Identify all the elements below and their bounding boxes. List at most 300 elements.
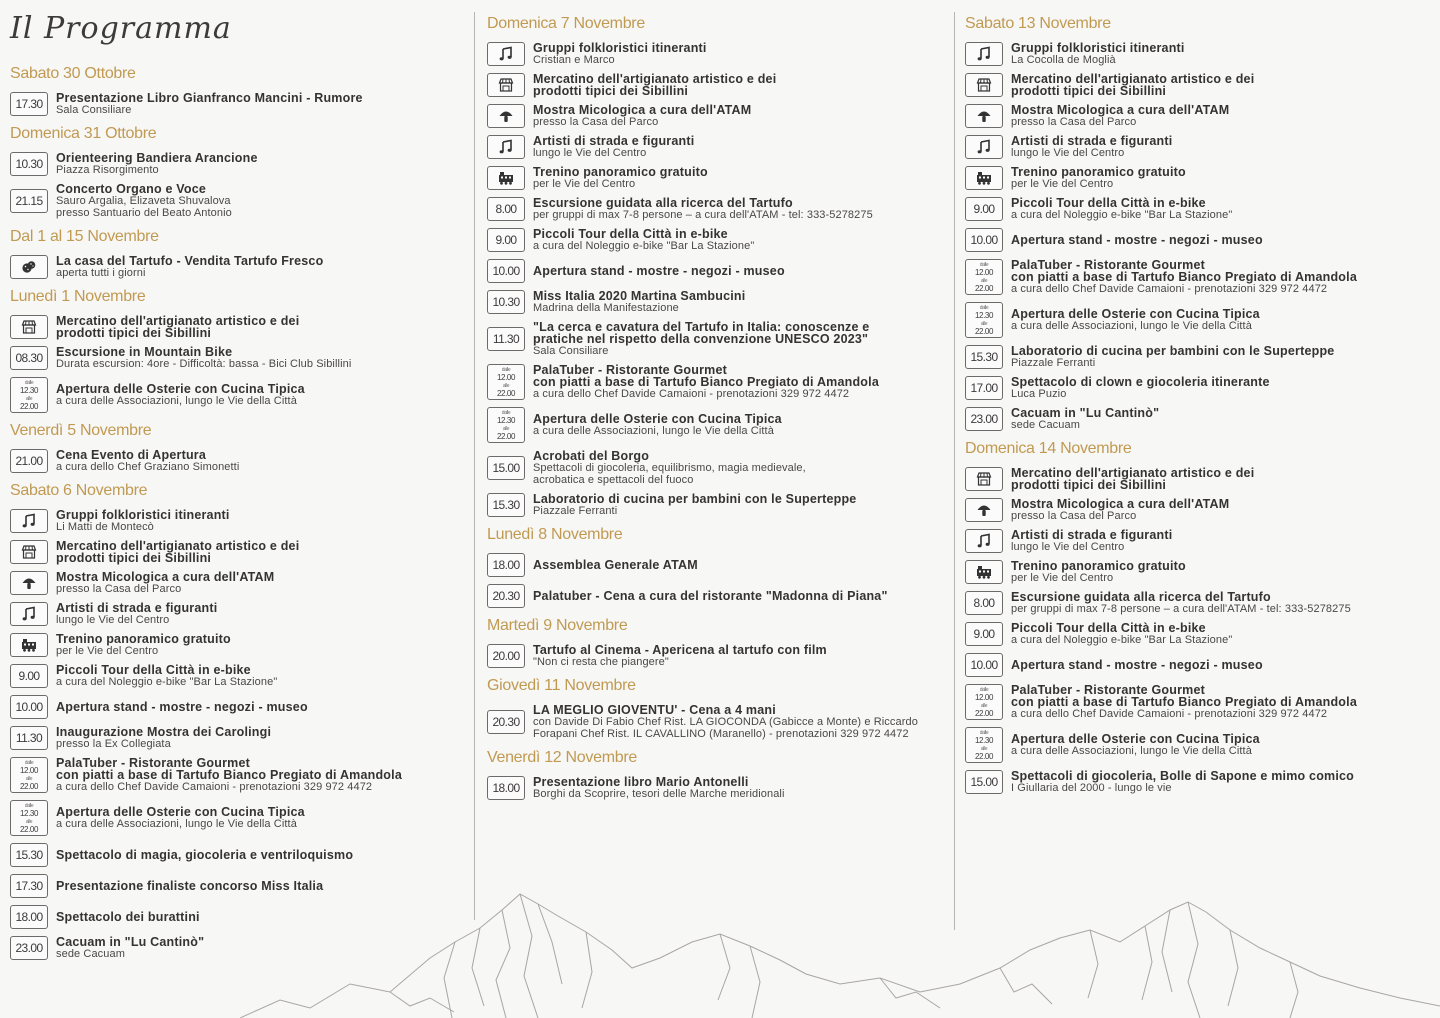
time-box: 17.30 — [10, 92, 48, 116]
from-label: dalle — [24, 803, 34, 809]
column-divider — [474, 12, 475, 920]
event-item — [487, 493, 947, 517]
event-title: La casa del Tartufo - Vendita Tartufo Fresco — [56, 254, 324, 268]
event-title: Gruppi folkloristici itineranti — [56, 508, 230, 522]
event-item — [10, 874, 465, 898]
event-text — [56, 152, 258, 176]
start-time: 12.00 — [974, 693, 994, 702]
market-stall-icon — [487, 73, 525, 97]
event-title: prodotti tipici dei Sibillini — [1011, 478, 1167, 492]
event-item — [965, 259, 1435, 295]
time-box: 15.30 — [487, 493, 525, 517]
event-text — [56, 633, 231, 657]
event-item — [10, 509, 465, 533]
event-item — [965, 407, 1435, 431]
event-detail: per le Vie del Centro — [1011, 178, 1114, 190]
end-time: 22.00 — [496, 432, 516, 441]
time-range-box — [487, 407, 525, 443]
event-title: Cacuam in "Lu Cantinò" — [56, 935, 205, 949]
time-box: 20.30 — [487, 584, 525, 608]
event-text — [1011, 622, 1232, 646]
event-text — [1011, 407, 1159, 431]
event-detail: a cura del Noleggio e-bike "Bar La Stazione" — [1011, 634, 1233, 646]
end-time: 22.00 — [19, 782, 39, 791]
event-detail: Cristian e Marco — [533, 54, 615, 66]
event-item — [487, 290, 947, 314]
event-title: Piccoli Tour della Città in e-bike — [1011, 621, 1206, 635]
event-item — [10, 633, 465, 657]
music-note-icon — [965, 135, 1003, 159]
time-box: 10.00 — [10, 695, 48, 719]
event-text — [533, 290, 745, 314]
event-item — [10, 843, 465, 867]
event-detail: Madrina della Manifestazione — [533, 302, 679, 314]
event-title: PalaTuber - Ristorante Gourmet — [1011, 683, 1205, 697]
time-box: 9.00 — [487, 228, 525, 252]
time-box: 10.30 — [10, 152, 48, 176]
event-item — [487, 135, 947, 159]
event-detail: Luca Puzio — [1011, 388, 1067, 400]
event-title: con piatti a base di Tartufo Bianco Pregiato di Amandola — [533, 375, 879, 389]
event-title: Piccoli Tour della Città in e-bike — [533, 227, 728, 241]
start-time: 12.30 — [974, 311, 994, 320]
time-box: 21.00 — [10, 449, 48, 473]
event-detail: lungo le Vie del Centro — [533, 147, 647, 159]
event-text — [533, 590, 888, 602]
event-text — [56, 664, 277, 688]
event-text — [56, 315, 299, 339]
start-time: 12.00 — [19, 766, 39, 775]
event-item — [10, 664, 465, 688]
event-text — [533, 644, 827, 668]
train-icon — [965, 560, 1003, 584]
event-text — [1011, 308, 1260, 332]
event-title: Apertura stand - mostre - negozi - museo — [56, 700, 308, 714]
event-text — [56, 880, 323, 892]
from-label: dalle — [24, 380, 34, 386]
time-box: 8.00 — [487, 197, 525, 221]
time-box: 18.00 — [487, 553, 525, 577]
event-item — [965, 529, 1435, 553]
event-detail: presso la Casa del Parco — [56, 583, 182, 595]
event-text — [533, 135, 694, 159]
event-item — [965, 228, 1435, 252]
event-detail: per le Vie del Centro — [533, 178, 636, 190]
event-text — [1011, 234, 1263, 246]
time-box: 20.30 — [487, 710, 525, 734]
event-text — [56, 255, 323, 279]
day-heading: Domenica 14 Novembre — [965, 440, 1132, 457]
event-title: Mercatino dell'artigianato artistico e dei — [56, 314, 300, 328]
end-time: 22.00 — [974, 284, 994, 293]
event-title: Assemblea Generale ATAM — [533, 558, 698, 572]
time-box: 17.30 — [10, 874, 48, 898]
to-label: alle — [25, 819, 33, 825]
day-heading: Dal 1 al 15 Novembre — [10, 228, 159, 245]
event-title: Escursione in Mountain Bike — [56, 345, 233, 359]
event-title: Gruppi folkloristici itineranti — [1011, 41, 1185, 55]
event-item — [10, 152, 465, 176]
time-box: 08.30 — [10, 346, 48, 370]
event-detail: per gruppi di max 7-8 persone – a cura dell'ATAM - tel: 333-5278275 — [533, 209, 873, 221]
event-detail: Spettacoli di giocoleria, equilibrismo, magia medievale, — [533, 462, 806, 474]
event-title: Concerto Organo e Voce — [56, 182, 207, 196]
event-title: Spettacolo di clown e giocoleria itinerante — [1011, 375, 1270, 389]
truffle-icon — [10, 255, 48, 279]
event-title: Spettacolo dei burattini — [56, 910, 200, 924]
event-title: Mercatino dell'artigianato artistico e dei — [533, 72, 777, 86]
music-note-icon — [10, 602, 48, 626]
event-detail: lungo le Vie del Centro — [56, 614, 170, 626]
train-icon — [965, 166, 1003, 190]
event-detail: presso Santuario del Beato Antonio — [56, 207, 232, 219]
event-title: Laboratorio di cucina per bambini con le Superteppe — [533, 492, 857, 506]
event-item — [965, 104, 1435, 128]
to-label: alle — [980, 746, 988, 752]
event-item — [965, 653, 1435, 677]
day-heading: Venerdì 12 Novembre — [487, 749, 637, 766]
event-item — [487, 704, 947, 740]
event-title: Piccoli Tour della Città in e-bike — [1011, 196, 1206, 210]
day-heading: Lunedì 8 Novembre — [487, 526, 623, 543]
event-item — [965, 727, 1435, 763]
event-text — [1011, 659, 1263, 671]
event-item — [965, 498, 1435, 522]
start-time: 12.30 — [19, 809, 39, 818]
event-detail: a cura delle Associazioni, lungo le Vie della Città — [56, 395, 297, 407]
event-title: PalaTuber - Ristorante Gourmet — [1011, 258, 1205, 272]
mushroom-icon — [10, 571, 48, 595]
event-detail: a cura dello Chef Davide Camaioni - prenotazioni 329 972 4472 — [1011, 708, 1328, 720]
event-text — [533, 197, 873, 221]
event-item — [965, 376, 1435, 400]
event-title: Mostra Micologica a cura dell'ATAM — [1011, 497, 1230, 511]
event-title: Apertura delle Osterie con Cucina Tipica — [56, 382, 305, 396]
event-text — [533, 228, 754, 252]
music-note-icon — [10, 509, 48, 533]
to-label: alle — [980, 321, 988, 327]
event-item — [487, 776, 947, 800]
time-box: 15.00 — [487, 456, 525, 480]
from-label: dalle — [24, 760, 34, 766]
event-text — [533, 364, 879, 400]
event-detail: sede Cacuam — [1011, 419, 1080, 431]
event-text — [1011, 376, 1270, 400]
event-item — [10, 602, 465, 626]
event-detail: La Cocolla de Moglià — [1011, 54, 1116, 66]
end-time: 22.00 — [974, 709, 994, 718]
train-icon — [487, 166, 525, 190]
day-heading: Sabato 30 Ottobre — [10, 65, 136, 82]
event-detail: Sala Consiliare — [56, 104, 132, 116]
event-detail: per le Vie del Centro — [1011, 572, 1114, 584]
music-note-icon — [965, 529, 1003, 553]
event-detail: Piazzale Ferranti — [1011, 357, 1096, 369]
event-item — [10, 540, 465, 564]
event-text — [56, 509, 230, 533]
time-box: 23.00 — [965, 407, 1003, 431]
event-text — [533, 73, 776, 97]
event-item — [487, 73, 947, 97]
event-item — [487, 228, 947, 252]
event-title: Mercatino dell'artigianato artistico e dei — [1011, 466, 1255, 480]
event-text — [533, 321, 869, 357]
time-range-box — [10, 377, 48, 413]
event-item — [487, 553, 947, 577]
event-title: Presentazione libro Mario Antonelli — [533, 775, 749, 789]
event-item — [965, 591, 1435, 615]
event-item — [965, 42, 1435, 66]
event-title: Spettacolo di magia, giocoleria e ventriloquismo — [56, 848, 354, 862]
event-text — [533, 559, 698, 571]
event-title: Trenino panoramico gratuito — [533, 165, 708, 179]
event-detail: aperta tutti i giorni — [56, 267, 146, 279]
event-detail: a cura delle Associazioni, lungo le Vie della Città — [533, 425, 774, 437]
event-detail: Durata escursion: 4ore - Difficoltà: bassa - Bici Club Sibillini — [56, 358, 352, 370]
to-label: alle — [25, 396, 33, 402]
mushroom-icon — [487, 104, 525, 128]
event-item — [487, 42, 947, 66]
event-text — [533, 776, 785, 800]
music-note-icon — [487, 135, 525, 159]
event-detail: a cura del Noleggio e-bike "Bar La Stazione" — [56, 676, 278, 688]
time-box: 10.00 — [965, 653, 1003, 677]
start-time: 12.00 — [974, 268, 994, 277]
event-item — [487, 321, 947, 357]
event-title: Tartufo al Cinema - Apericena al tartufo con film — [533, 643, 827, 657]
event-title: Apertura stand - mostre - negozi - museo — [1011, 658, 1263, 672]
time-range-box — [965, 302, 1003, 338]
event-text — [56, 911, 200, 923]
event-title: Mostra Micologica a cura dell'ATAM — [533, 103, 752, 117]
event-title: pratiche nel rispetto della convenzione UNESCO 2023" — [533, 332, 869, 346]
event-title: Escursione guidata alla ricerca del Tartufo — [1011, 590, 1271, 604]
event-item — [487, 584, 947, 608]
event-item — [10, 92, 465, 116]
start-time: 12.00 — [496, 373, 516, 382]
event-title: Apertura stand - mostre - negozi - museo — [1011, 233, 1263, 247]
event-item — [487, 644, 947, 668]
event-item — [10, 377, 465, 413]
event-detail: a cura del Noleggio e-bike "Bar La Stazione" — [1011, 209, 1233, 221]
event-detail: a cura del Noleggio e-bike "Bar La Stazione" — [533, 240, 755, 252]
train-icon — [10, 633, 48, 657]
event-text — [56, 806, 305, 830]
time-box: 15.30 — [965, 345, 1003, 369]
event-text — [56, 726, 271, 750]
event-item — [965, 560, 1435, 584]
event-title: Palatuber - Cena a cura del ristorante "Madonna di Piana" — [533, 589, 888, 603]
event-title: Piccoli Tour della Città in e-bike — [56, 663, 251, 677]
event-detail: a cura delle Associazioni, lungo le Vie della Città — [56, 818, 297, 830]
event-item — [10, 757, 465, 793]
time-box: 10.00 — [965, 228, 1003, 252]
column-2 — [487, 6, 947, 807]
event-text — [56, 449, 239, 473]
event-detail: Li Matti de Montecò — [56, 521, 154, 533]
event-title: PalaTuber - Ristorante Gourmet — [56, 756, 250, 770]
event-title: Apertura delle Osterie con Cucina Tipica — [1011, 307, 1260, 321]
time-box: 17.00 — [965, 376, 1003, 400]
event-title: prodotti tipici dei Sibillini — [56, 551, 212, 565]
event-title: Artisti di strada e figuranti — [1011, 528, 1173, 542]
event-item — [965, 770, 1435, 794]
end-time: 22.00 — [19, 402, 39, 411]
event-title: Mercatino dell'artigianato artistico e dei — [56, 539, 300, 553]
event-text — [1011, 467, 1254, 491]
event-text — [1011, 591, 1351, 615]
time-box: 21.15 — [10, 189, 48, 213]
event-text — [56, 540, 299, 564]
event-item — [965, 73, 1435, 97]
to-label: alle — [502, 383, 510, 389]
event-detail: sede Cacuam — [56, 948, 125, 960]
event-detail: Piazzale Ferranti — [533, 505, 618, 517]
market-stall-icon — [965, 73, 1003, 97]
music-note-icon — [487, 42, 525, 66]
event-item — [10, 346, 465, 370]
event-item — [965, 622, 1435, 646]
event-text — [56, 849, 353, 861]
event-title: prodotti tipici dei Sibillini — [56, 326, 212, 340]
event-detail: a cura dello Chef Davide Camaioni - prenotazioni 329 972 4472 — [56, 781, 373, 793]
event-text — [1011, 770, 1354, 794]
event-title: prodotti tipici dei Sibillini — [1011, 84, 1167, 98]
event-title: Cena Evento di Apertura — [56, 448, 206, 462]
event-title: Trenino panoramico gratuito — [1011, 165, 1186, 179]
event-detail: a cura delle Associazioni, lungo le Vie della Città — [1011, 320, 1252, 332]
from-label: dalle — [501, 410, 511, 416]
event-text — [56, 383, 305, 407]
time-box: 8.00 — [965, 591, 1003, 615]
music-note-icon — [965, 42, 1003, 66]
time-range-box — [965, 727, 1003, 763]
event-text — [1011, 135, 1172, 159]
event-detail: presso la Ex Collegiata — [56, 738, 171, 750]
event-text — [533, 450, 806, 486]
start-time: 12.30 — [496, 416, 516, 425]
time-box: 15.00 — [965, 770, 1003, 794]
event-detail: per le Vie del Centro — [56, 645, 159, 657]
event-detail: Forapani Chef Rist. IL CAVALLINO (Maranello) - prenotazioni 329 972 4472 — [533, 728, 909, 740]
mushroom-icon — [965, 104, 1003, 128]
event-detail: presso la Casa del Parco — [1011, 116, 1137, 128]
from-label: dalle — [979, 687, 989, 693]
time-box: 11.30 — [487, 327, 525, 351]
event-detail: Sauro Argalia, Elizaveta Shuvalova — [56, 195, 231, 207]
event-item — [10, 183, 465, 219]
event-detail: I Giullaria del 2000 - lungo le vie — [1011, 782, 1172, 794]
event-item — [10, 315, 465, 339]
time-box: 10.00 — [487, 259, 525, 283]
event-item — [487, 259, 947, 283]
to-label: alle — [980, 703, 988, 709]
event-item — [10, 800, 465, 836]
event-text — [56, 346, 351, 370]
event-detail: presso la Casa del Parco — [1011, 510, 1137, 522]
time-range-box — [10, 800, 48, 836]
mushroom-icon — [965, 498, 1003, 522]
event-text — [1011, 197, 1232, 221]
event-title: PalaTuber - Ristorante Gourmet — [533, 363, 727, 377]
event-title: Artisti di strada e figuranti — [1011, 134, 1173, 148]
event-title: Artisti di strada e figuranti — [533, 134, 695, 148]
event-title: Mercatino dell'artigianato artistico e dei — [1011, 72, 1255, 86]
event-text — [56, 936, 204, 960]
event-text — [1011, 345, 1334, 369]
end-time: 22.00 — [974, 752, 994, 761]
event-item — [487, 104, 947, 128]
event-item — [965, 467, 1435, 491]
event-text — [1011, 529, 1172, 553]
day-heading: Domenica 7 Novembre — [487, 15, 645, 32]
event-detail: a cura dello Chef Graziano Simonetti — [56, 461, 240, 473]
time-box: 9.00 — [965, 622, 1003, 646]
event-title: con piatti a base di Tartufo Bianco Pregiato di Amandola — [56, 768, 402, 782]
event-text — [1011, 560, 1186, 584]
event-title: con piatti a base di Tartufo Bianco Pregiato di Amandola — [1011, 270, 1357, 284]
time-box: 9.00 — [965, 197, 1003, 221]
end-time: 22.00 — [974, 327, 994, 336]
event-text — [56, 571, 274, 595]
event-detail: per gruppi di max 7-8 persone – a cura dell'ATAM - tel: 333-5278275 — [1011, 603, 1351, 615]
column-divider — [954, 12, 955, 930]
event-title: LA MEGLIO GIOVENTU' - Cena a 4 mani — [533, 703, 776, 717]
event-item — [487, 407, 947, 443]
to-label: alle — [25, 776, 33, 782]
event-detail: Borghi da Scoprire, tesori delle Marche meridionali — [533, 788, 785, 800]
event-detail: lungo le Vie del Centro — [1011, 147, 1125, 159]
event-title: Trenino panoramico gratuito — [56, 632, 231, 646]
event-text — [1011, 259, 1357, 295]
event-text — [533, 413, 782, 437]
event-text — [56, 757, 402, 793]
event-item — [965, 302, 1435, 338]
event-text — [1011, 733, 1260, 757]
event-text — [533, 42, 707, 66]
event-title: Cacuam in "Lu Cantinò" — [1011, 406, 1160, 420]
time-range-box — [965, 684, 1003, 720]
event-title: Orienteering Bandiera Arancione — [56, 151, 258, 165]
event-detail: presso la Casa del Parco — [533, 116, 659, 128]
event-text — [1011, 684, 1357, 720]
day-heading: Domenica 31 Ottobre — [10, 125, 157, 142]
event-text — [533, 104, 751, 128]
event-item — [10, 449, 465, 473]
from-label: dalle — [979, 305, 989, 311]
event-title: prodotti tipici dei Sibillini — [533, 84, 689, 98]
event-text — [1011, 498, 1229, 522]
time-box: 15.30 — [10, 843, 48, 867]
event-item — [10, 726, 465, 750]
event-title: con piatti a base di Tartufo Bianco Pregiato di Amandola — [1011, 695, 1357, 709]
event-text — [1011, 42, 1185, 66]
event-title: Apertura delle Osterie con Cucina Tipica — [533, 412, 782, 426]
day-heading: Sabato 6 Novembre — [10, 482, 148, 499]
event-detail: Piazza Risorgimento — [56, 164, 159, 176]
event-title: Apertura stand - mostre - negozi - museo — [533, 264, 785, 278]
event-item — [10, 905, 465, 929]
end-time: 22.00 — [496, 389, 516, 398]
event-item — [10, 571, 465, 595]
day-heading: Giovedì 11 Novembre — [487, 677, 636, 694]
time-box: 9.00 — [10, 664, 48, 688]
event-title: Gruppi folkloristici itineranti — [533, 41, 707, 55]
event-text — [56, 92, 363, 116]
column-1 — [10, 0, 465, 967]
from-label: dalle — [979, 730, 989, 736]
event-title: Escursione guidata alla ricerca del Tartufo — [533, 196, 793, 210]
